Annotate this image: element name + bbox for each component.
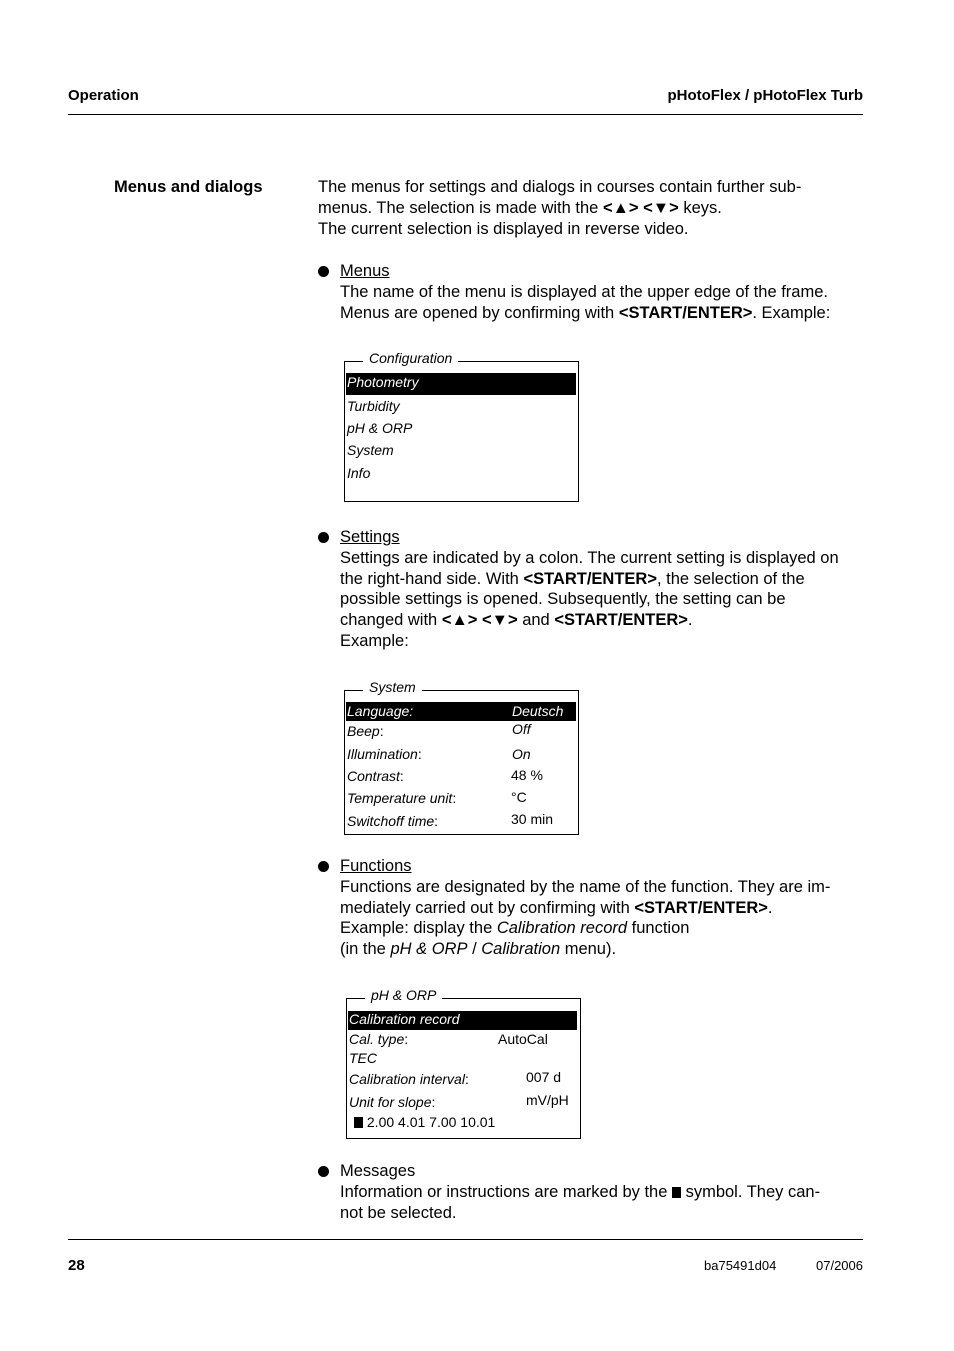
bullet-icon (318, 532, 329, 543)
setting-contrast-label[interactable]: Contrast: (347, 768, 404, 784)
calibration-interval-label: Calibration interval: (349, 1071, 469, 1087)
menu-item-ph-orp[interactable]: pH & ORP (347, 420, 413, 436)
screen-title: System (363, 679, 422, 695)
bullet-icon (318, 1166, 329, 1177)
page-number: 28 (68, 1257, 85, 1274)
cal-type-value: AutoCal (498, 1031, 548, 1047)
unit-for-slope-label: Unit for slope: (349, 1094, 436, 1110)
menus-text: Menus The name of the menu is displayed at the upper edge of the frame. Menus are opened by confirming with <START/ENTER>. Example: (340, 262, 831, 322)
calibration-interval-value: 007 d (526, 1069, 562, 1085)
setting-contrast-value: 48 % (511, 767, 543, 783)
screen-title: Configuration (363, 350, 458, 366)
setting-beep-value: Off (512, 721, 531, 737)
menu-item-turbidity[interactable]: Turbidity (347, 398, 400, 414)
header-rule (68, 114, 863, 115)
header-section-title: Operation (68, 87, 139, 104)
header-product-title: pHotoFlex / pHotoFlex Turb (667, 87, 863, 104)
bullet-icon (318, 861, 329, 872)
setting-language-label[interactable]: Language: (347, 703, 414, 719)
buffer-set-info: 2.00 4.01 7.00 10.01 (354, 1114, 495, 1130)
footer-rule (68, 1239, 863, 1240)
menu-item-photometry[interactable]: Photometry (347, 374, 419, 390)
setting-language-value: Deutsch (512, 703, 564, 719)
menu-item-system[interactable]: System (347, 442, 394, 458)
setting-temperature-unit-value: °C (511, 789, 527, 805)
setting-switchoff-time-label[interactable]: Switchoff time: (347, 813, 439, 829)
tec-label: TEC (349, 1050, 377, 1066)
messages-text: Messages Information or instructions are marked by the symbol. They can- not be selected. (340, 1162, 821, 1222)
message-square-icon (354, 1117, 363, 1128)
section-heading: Menus and dialogs (114, 178, 263, 196)
screen-title: pH & ORP (365, 987, 442, 1003)
message-square-icon (672, 1187, 681, 1198)
setting-switchoff-time-value: 30 min (511, 811, 554, 827)
unit-for-slope-value: mV/pH (526, 1092, 569, 1108)
document-id: ba75491d04 (704, 1258, 777, 1273)
document-date: 07/2006 (816, 1258, 863, 1273)
intro-text: The menus for settings and dialogs in courses contain further sub- menus. The selection is made with the <▲> <▼> keys. The current selection is displayed in reverse video. (318, 178, 802, 238)
settings-text: Settings Settings are indicated by a colon. The current setting is displayed on the right-hand side. With <START/ENTER>, the selection of the possible settings is opened. Subsequently, the setting can be changed with <▲> <▼> and <START/ENTER>. Example: (340, 528, 839, 650)
setting-beep-label[interactable]: Beep: (347, 723, 384, 739)
setting-temperature-unit-label[interactable]: Temperature unit: (347, 790, 457, 806)
function-calibration-record[interactable]: Calibration record (349, 1011, 460, 1027)
setting-illumination-value: On (512, 746, 531, 762)
bullet-icon (318, 266, 329, 277)
functions-text: Functions Functions are designated by the name of the function. They are im- mediately carried out by confirming with <START/ENTER>. Example: display the Calibration record function (in the pH & ORP / Calibration menu). (340, 857, 831, 959)
setting-illumination-label[interactable]: Illumination: (347, 746, 422, 762)
cal-type-label: Cal. type: (349, 1031, 409, 1047)
menu-item-info[interactable]: Info (347, 465, 371, 481)
